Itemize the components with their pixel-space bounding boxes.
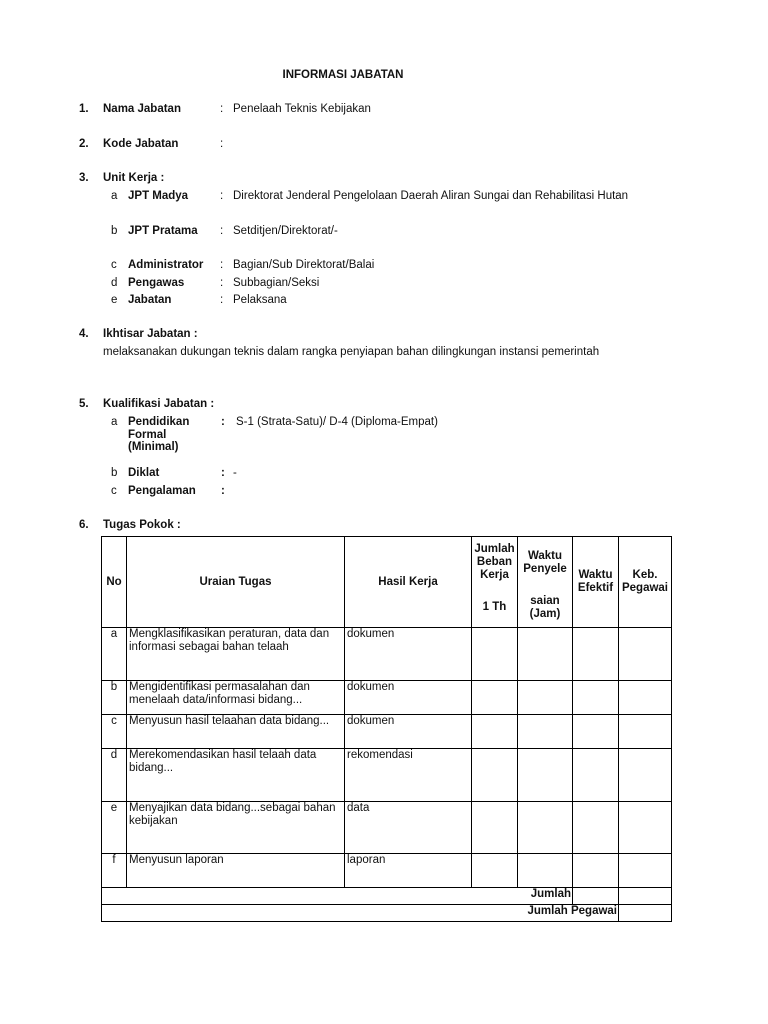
row-cell-empty (518, 749, 573, 802)
jumlah-waktu-efektif (573, 888, 619, 905)
header-jumlah-beban-sub: 1 Th (482, 601, 507, 613)
ikhtisar-jabatan-text: melaksanakan dukungan teknis dalam rangka penyiapan bahan dilingkungan instansi pemerintah (103, 346, 600, 358)
header-waktu-penyelesaian-b: saian (Jam) (529, 595, 561, 620)
row-cell-empty (518, 715, 573, 749)
row-no: b (102, 681, 127, 715)
item-letter: b (111, 225, 118, 237)
section-number: 2. (79, 138, 89, 150)
jumlah-pegawai-row (102, 905, 672, 922)
tugas-pokok-label: Tugas Pokok : (103, 519, 181, 531)
jpt-madya-label: JPT Madya (128, 190, 189, 202)
row-no: f (102, 854, 127, 888)
row-hasil: data (345, 802, 472, 854)
row-cell-empty (573, 681, 619, 715)
item-letter: a (111, 416, 118, 428)
header-waktu-penyelesaian-a: Waktu Penyele (523, 550, 567, 575)
separator: : (220, 103, 224, 115)
row-cell-empty (619, 749, 672, 802)
page-title: INFORMASI JABATAN (282, 69, 404, 81)
table-row (102, 802, 672, 854)
tugas-pokok-table (101, 536, 672, 922)
table-row (102, 854, 672, 888)
jpt-pratama-label: JPT Pratama (128, 225, 198, 237)
row-cell-empty (573, 715, 619, 749)
table-row (102, 715, 672, 749)
separator: : (220, 277, 224, 289)
pendidikan-value: S-1 (Strata-Satu)/ D-4 (Diploma-Empat) (236, 416, 438, 428)
table-header-row (102, 537, 672, 628)
kode-jabatan-label: Kode Jabatan (103, 138, 179, 150)
header-hasil-kerja: Hasil Kerja (345, 537, 472, 628)
row-cell-empty (619, 854, 672, 888)
row-cell-empty (573, 628, 619, 681)
table-row (102, 749, 672, 802)
nama-jabatan-value: Penelaah Teknis Kebijakan (233, 103, 371, 115)
diklat-label: Diklat (128, 467, 160, 479)
separator: : (220, 190, 224, 202)
nama-jabatan-label: Nama Jabatan (103, 103, 181, 115)
row-hasil: laporan (345, 854, 472, 888)
jumlah-label: Jumlah (102, 888, 573, 905)
row-cell-empty (619, 802, 672, 854)
header-waktu-efektif: Waktu Efektif (573, 537, 619, 628)
row-cell-empty (472, 715, 518, 749)
header-jumlah-beban-text: Jumlah Beban Kerja (474, 543, 515, 581)
header-jumlah-beban-kerja (472, 537, 518, 628)
row-no: d (102, 749, 127, 802)
row-cell-empty (518, 628, 573, 681)
row-hasil: dokumen (345, 681, 472, 715)
row-no: c (102, 715, 127, 749)
section-number: 4. (79, 328, 89, 340)
pendidikan-label-formal: Formal (128, 429, 167, 441)
separator: : (220, 138, 224, 150)
separator: : (221, 485, 225, 497)
administrator-value: Bagian/Sub Direktorat/Balai (233, 259, 375, 271)
row-no: e (102, 802, 127, 854)
row-hasil: dokumen (345, 715, 472, 749)
jabatan-label: Jabatan (128, 294, 172, 306)
pengalaman-label: Pengalaman (128, 485, 196, 497)
table-row (102, 681, 672, 715)
jumlah-pegawai-label: Jumlah Pegawai (102, 905, 619, 922)
pendidikan-label-minimal: (Minimal) (128, 441, 179, 453)
row-cell-empty (619, 681, 672, 715)
row-uraian: Mengklasifikasikan peraturan, data dan informasi sebagai bahan telaah (127, 628, 345, 681)
pengawas-label: Pengawas (128, 277, 185, 289)
jumlah-pegawai-value (619, 905, 672, 922)
item-letter: b (111, 467, 118, 479)
header-keb-pegawai: Keb. Pegawai (619, 537, 672, 628)
row-uraian: Menyajikan data bidang...sebagai bahan kebijakan (127, 802, 345, 854)
row-uraian: Mengidentifikasi permasalahan dan menelaah data/informasi bidang... (127, 681, 345, 715)
jumlah-row (102, 888, 672, 905)
row-no: a (102, 628, 127, 681)
kualifikasi-jabatan-label: Kualifikasi Jabatan : (103, 398, 215, 410)
row-uraian: Menyusun laporan (127, 854, 345, 888)
unit-kerja-label: Unit Kerja : (103, 172, 165, 184)
separator: : (221, 467, 225, 479)
pendidikan-label: Pendidikan (128, 416, 190, 428)
jpt-pratama-value: Setditjen/Direktorat/- (233, 225, 338, 237)
row-uraian: Merekomendasikan hasil telaah data bidang... (127, 749, 345, 802)
section-number: 6. (79, 519, 89, 531)
separator: : (220, 294, 224, 306)
jumlah-keb-pegawai (619, 888, 672, 905)
header-no: No (102, 537, 127, 628)
item-letter: e (111, 294, 118, 306)
row-cell-empty (472, 628, 518, 681)
item-letter: c (111, 259, 117, 271)
row-cell-empty (573, 854, 619, 888)
item-letter: d (111, 277, 118, 289)
row-cell-empty (472, 749, 518, 802)
table-row (102, 628, 672, 681)
header-uraian-tugas: Uraian Tugas (127, 537, 345, 628)
row-cell-empty (573, 802, 619, 854)
row-cell-empty (518, 681, 573, 715)
jabatan-value: Pelaksana (233, 294, 287, 306)
row-cell-empty (472, 681, 518, 715)
row-hasil: rekomendasi (345, 749, 472, 802)
item-letter: a (111, 190, 118, 202)
row-cell-empty (472, 802, 518, 854)
section-number: 5. (79, 398, 89, 410)
ikhtisar-jabatan-label: Ikhtisar Jabatan : (103, 328, 198, 340)
jpt-madya-value: Direktorat Jenderal Pengelolaan Daerah Aliran Sungai dan Rehabilitasi Hutan (233, 190, 629, 202)
separator: : (220, 225, 224, 237)
administrator-label: Administrator (128, 259, 204, 271)
row-cell-empty (518, 802, 573, 854)
item-letter: c (111, 485, 117, 497)
pengawas-value: Subbagian/Seksi (233, 277, 320, 289)
row-cell-empty (518, 854, 573, 888)
separator: : (221, 416, 225, 428)
row-cell-empty (573, 749, 619, 802)
header-waktu-penyelesaian (518, 537, 573, 628)
row-cell-empty (472, 854, 518, 888)
diklat-value: - (233, 467, 237, 479)
row-cell-empty (619, 628, 672, 681)
section-number: 3. (79, 172, 89, 184)
row-hasil: dokumen (345, 628, 472, 681)
separator: : (220, 259, 224, 271)
section-number: 1. (79, 103, 89, 115)
row-cell-empty (619, 715, 672, 749)
row-uraian: Menyusun hasil telaahan data bidang... (127, 715, 345, 749)
